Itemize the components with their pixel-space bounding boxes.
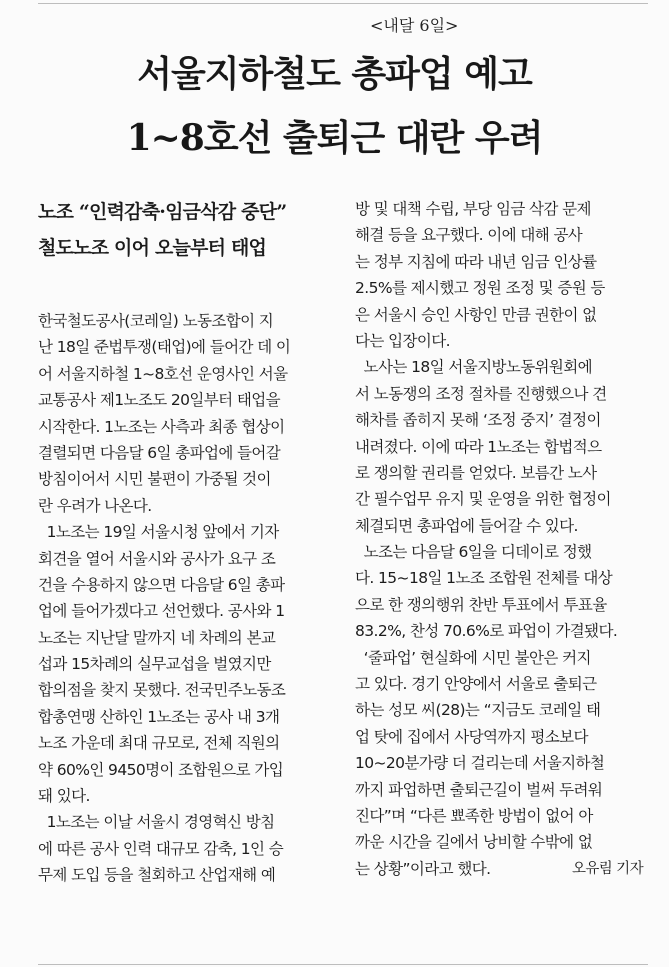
body-line: 2.5%를 제시했고 정원 조정 및 증원 등 bbox=[355, 279, 605, 298]
body-line: 는 상황”이라고 했다. bbox=[355, 859, 491, 878]
right-column bbox=[355, 196, 653, 882]
body-line: 은 서울시 승인 사항인 만큼 권한이 없 bbox=[355, 305, 597, 324]
headline-line-1: 서울지하철도 총파업 예고 bbox=[137, 53, 532, 95]
body-line: 업 탓에 집에서 사당역까지 평소보다 bbox=[355, 727, 588, 746]
body-line: 10~20분가량 더 걸리는데 서울지하철 bbox=[355, 754, 605, 773]
body-line: 다는 입장이다. bbox=[355, 331, 450, 350]
body-line: 노조 가운데 최대 규모로, 전체 직원의 bbox=[38, 734, 280, 753]
body-line: 고 있다. 경기 안양에서 서울로 출퇴근 bbox=[355, 675, 597, 694]
body-line: 돼 있다. bbox=[38, 787, 90, 806]
body-line: 1노조는 19일 서울시청 앞에서 기자 bbox=[38, 523, 279, 542]
subheadline-line-2: 철도노조 이어 오늘부터 태업 bbox=[38, 237, 267, 259]
byline: 오유림 기자 bbox=[571, 860, 643, 877]
body-line: 결렬되면 다음달 6일 총파업에 들어갈 bbox=[38, 443, 281, 462]
body-line: 해결 등을 요구했다. 이에 대해 공사 bbox=[355, 226, 583, 245]
body-line: 간 필수업무 유지 및 운영을 위한 협정이 bbox=[355, 490, 611, 509]
body-line: 로 쟁의할 권리를 얻었다. 보름간 노사 bbox=[355, 463, 597, 482]
body-line: 방 및 대책 수립, 부당 임금 삭감 문제 bbox=[355, 200, 591, 218]
subheadline-line-1: 노조 “인력감축·임금삭감 중단” bbox=[38, 201, 287, 223]
body-line: 노사는 18일 서울지방노동위원회에 bbox=[355, 358, 593, 377]
body-line: 섭과 15차례의 실무교섭을 벌였지만 bbox=[38, 655, 271, 674]
body-line: 무제 도입 등을 철회하고 산업재해 예 bbox=[38, 866, 276, 885]
body-line: 까지 파업하면 출퇴근길이 벌써 두려워 bbox=[355, 780, 603, 799]
bottom-rule bbox=[38, 964, 648, 965]
body-line: 서 노동쟁의 조정 절차를 진행했으나 견 bbox=[355, 384, 607, 403]
body-line: 하는 성모 씨(28)는 “지금도 코레일 태 bbox=[355, 701, 601, 720]
body-line: 내려졌다. 이에 따라 1노조는 합법적으 bbox=[355, 437, 602, 456]
body-line: 노조는 지난달 말까지 네 차례의 본교 bbox=[38, 628, 276, 647]
body-line: 난 18일 준법투쟁(태업)에 들어간 데 이 bbox=[38, 338, 291, 357]
body-line: 83.2%, 찬성 70.6%로 파업이 가결됐다. bbox=[355, 622, 618, 641]
body-line: 시작한다. 1노조는 사측과 최종 협상이 bbox=[38, 417, 285, 436]
body-line: 합총연맹 산하인 1노조는 공사 내 3개 bbox=[38, 707, 280, 726]
right-body-text bbox=[355, 196, 653, 882]
body-line: 체결되면 총파업에 들어갈 수 있다. bbox=[355, 516, 578, 535]
body-line: 란 우려가 나온다. bbox=[38, 496, 152, 515]
body-line: 노조는 다음달 6일을 디데이로 정했 bbox=[355, 543, 592, 562]
top-rule bbox=[38, 3, 648, 4]
body-line: 한국철도공사(코레일) 노동조합이 지 bbox=[38, 312, 274, 330]
body-line: 합의점을 찾지 못했다. 전국민주노동조 bbox=[38, 681, 286, 700]
body-line: 다. 15~18일 1노조 조합원 전체를 대상 bbox=[355, 569, 613, 588]
body-line: 방침이어서 시민 불편이 가중될 것이 bbox=[38, 470, 271, 489]
kicker: <내달 6일> bbox=[370, 16, 459, 35]
body-line: 어 서울지하철 1~8호선 운영사인 서울 bbox=[38, 364, 288, 383]
body-line: 진다”며 “다른 뾰족한 방법이 없어 아 bbox=[355, 806, 593, 825]
headline-line-2: 1~8호선 출퇴근 대란 우려 bbox=[126, 117, 543, 159]
body-line: 업에 들어가겠다고 선언했다. 공사와 1 bbox=[38, 602, 285, 621]
body-line: 회견을 열어 서울시와 공사가 요구 조 bbox=[38, 549, 276, 568]
closing-row bbox=[355, 856, 653, 882]
body-line: 1노조는 이날 서울시 경영혁신 방침 bbox=[38, 813, 275, 832]
left-column bbox=[38, 196, 336, 889]
body-line: 해차를 좁히지 못해 ‘조정 중지’ 결정이 bbox=[355, 411, 601, 430]
body-line: 까운 시간을 길에서 낭비할 수밖에 없 bbox=[355, 833, 593, 852]
body-line: 건을 수용하지 않으면 다음달 6일 총파 bbox=[38, 575, 285, 594]
left-body-text bbox=[38, 308, 336, 889]
body-line: 으로 한 쟁의행위 찬반 투표에서 투표율 bbox=[355, 595, 607, 614]
body-line: 에 따른 공사 인력 대규모 감축, 1인 승 bbox=[38, 839, 284, 858]
body-line: 약 60%인 9450명이 조합원으로 가입 bbox=[38, 760, 284, 779]
body-line: 는 정부 지침에 따라 내년 임금 인상률 bbox=[355, 252, 597, 271]
body-line: 교통공사 제1노조도 20일부터 태업을 bbox=[38, 391, 280, 410]
subheadline bbox=[38, 194, 336, 266]
body-line: ‘줄파업’ 현실화에 시민 불안은 커지 bbox=[355, 648, 591, 667]
